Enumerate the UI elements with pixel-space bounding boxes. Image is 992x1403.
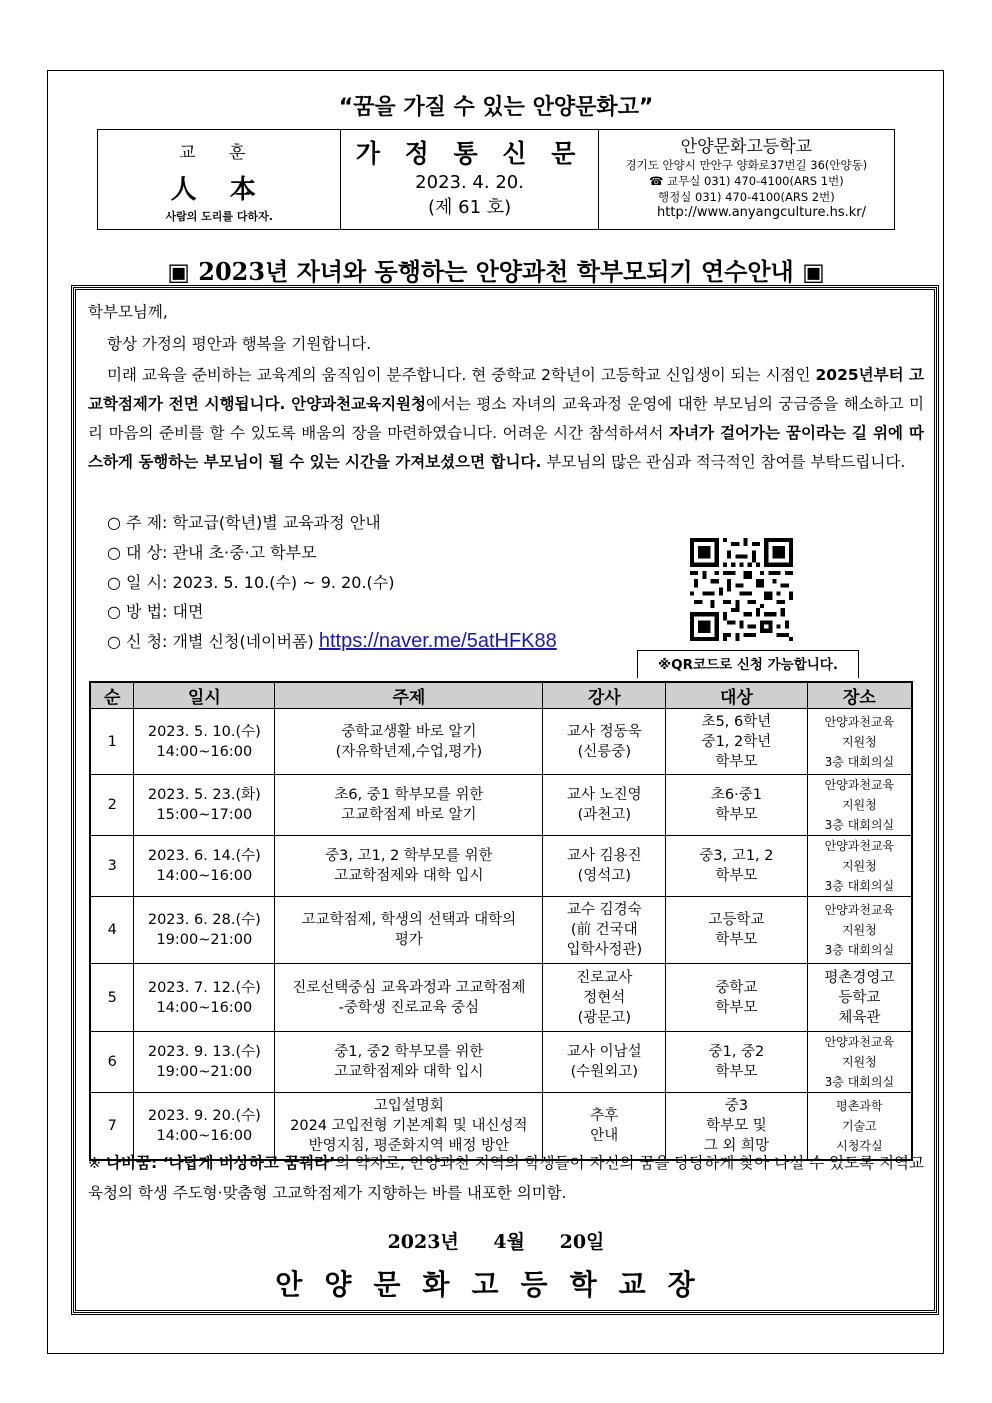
- cell-topic-line: 중학교생활 바로 알기: [341, 723, 477, 740]
- info-value: 개별 신청(네이버폼): [172, 632, 314, 651]
- cell-date-line: 19:00~21:00: [156, 1064, 253, 1080]
- cell-venue: [807, 1032, 912, 1093]
- cell-no-line: 4: [107, 922, 117, 938]
- cell-target-line: 중3, 고1, 2: [699, 848, 774, 864]
- cell-date-line: 14:00~16:00: [156, 743, 253, 760]
- cell-target-line: 학부모: [715, 868, 758, 884]
- cell-no-line: 3: [107, 858, 117, 874]
- cell-date-line: 19:00~21:00: [156, 932, 253, 948]
- info-target: [107, 540, 317, 563]
- cell-venue-line: 안양과천교육: [824, 778, 895, 792]
- cell-date-line: 14:00~16:00: [156, 1127, 253, 1144]
- kyohun-label: 교 훈: [179, 143, 260, 163]
- cell-lecturer-line: (前 건국대: [570, 922, 638, 938]
- cell-lecturer: [543, 836, 666, 897]
- cell-target-line: 중1, 2학년: [701, 733, 772, 750]
- cell-topic-line: 고교학점제, 학생의 선택과 대학의: [301, 912, 517, 928]
- cell-topic: [275, 775, 543, 836]
- info-value: 학교급(학년)별 교육과정 안내: [172, 513, 381, 532]
- school-url[interactable]: http://www.anyangculture.hs.kr/: [657, 205, 866, 220]
- cell-venue-line: 3층 대회의실: [824, 818, 895, 832]
- cell-date-line: 2023. 6. 14.(수): [147, 848, 261, 864]
- cell-venue-line: 지원청: [841, 859, 877, 873]
- cell-topic: [275, 1032, 543, 1093]
- cell-venue: [807, 836, 912, 897]
- cell-lecturer-line: (신릉중): [577, 743, 631, 760]
- cell-date-line: 2023. 7. 12.(수): [147, 979, 261, 996]
- cell-venue-line: 3층 대회의실: [824, 1075, 895, 1089]
- cell-venue-line: 지원청: [841, 923, 877, 937]
- cell-lecturer-line: 안내: [590, 1127, 619, 1144]
- header-topic: 주제: [275, 682, 543, 709]
- footnote-prefix: ※: [88, 1154, 107, 1172]
- cell-lecturer-line: 교사 김용진: [566, 848, 642, 864]
- cell-venue-line: 시청각실: [836, 1138, 883, 1153]
- cell-venue-line: 평촌경영고: [824, 969, 895, 986]
- body-bold-2: 자녀가 걸어가는 꿈이라는 길 위에 따스하게 동행하는 부모님이 될 수 있는 시간을 가져보셨으면 합니다.: [88, 424, 925, 471]
- cell-venue: [807, 964, 912, 1032]
- cell-lecturer-line: (수원외고): [570, 1064, 638, 1080]
- header-lecturer: 강사: [543, 682, 666, 709]
- signature-name: 안양문화고등학교장: [275, 1268, 717, 1301]
- body-text-2: 에서는 평소 자녀의 교육과정 운영에 대한 부모님의 궁금증을 해소하고 미리 마음의 준비를 할 수 있도록 배움의 장을 마련하였습니다. 어려운 시간 참석하셔서: [88, 395, 924, 442]
- cell-target-line: 중학교: [715, 979, 758, 996]
- table-row: [90, 836, 912, 897]
- cell-lecturer: [543, 897, 666, 964]
- cell-lecturer-line: (영석고): [577, 868, 631, 884]
- cell-date: [134, 836, 275, 897]
- cell-target-line: 학부모: [715, 932, 758, 948]
- cell-date-line: 2023. 9. 20.(수): [147, 1107, 261, 1124]
- cell-lecturer-line: (광문고): [577, 1009, 631, 1026]
- cell-lecturer-line: 교사 정동욱: [566, 723, 642, 740]
- cell-no-line: 7: [107, 1117, 117, 1134]
- cell-target: [666, 1032, 808, 1093]
- table-row: [90, 897, 912, 964]
- footnote-text: 의 약자로, 안양과천 지역의 학생들이 자신의 꿈을 당당하게 찾아 나설 수 있도록 지역교육청의 학생 주도형·맞춤형 고교학점제가 지향하는 바를 내포한 의미함.: [88, 1154, 924, 1202]
- footnote-bold: 나비꿈: ‘나답게 비상하고 꿈꿔라’: [106, 1154, 336, 1172]
- cell-topic-line: 중3, 고1, 2 학부모를 위한: [325, 848, 493, 864]
- body-text-3: 부모님의 많은 관심과 적극적인 참여를 부탁드립니다.: [541, 453, 906, 471]
- cell-no: [90, 897, 134, 964]
- cell-target-line: 학부모: [715, 1064, 758, 1080]
- cell-venue: [807, 775, 912, 836]
- cell-lecturer-line: 추후: [590, 1107, 619, 1124]
- cell-date-line: 15:00~17:00: [156, 807, 253, 823]
- cell-target-line: 초5, 6학년: [701, 713, 772, 730]
- cell-lecturer-line: 입학사정관): [566, 942, 643, 958]
- cell-date-line: 14:00~16:00: [156, 868, 253, 884]
- newsletter-date: 2023. 4. 20.: [415, 172, 524, 193]
- cell-topic-line: 2024 고입전형 기본계획 및 내신성적: [290, 1117, 528, 1134]
- cell-target-line: 학부모: [715, 753, 758, 770]
- main-title: ▣ 2023년 자녀와 동행하는 안양과천 학부모되기 연수안내 ▣: [167, 257, 825, 286]
- cell-topic-line: 반영지침, 평준화지역 배정 방안: [308, 1137, 510, 1154]
- cell-no-line: 2: [107, 797, 117, 813]
- cell-target-line: 중3: [724, 1097, 749, 1114]
- cell-no: [90, 775, 134, 836]
- cell-lecturer-line: 진로교사: [576, 969, 633, 986]
- cell-date: [134, 709, 275, 775]
- qr-note: ※QR코드로 신청 가능합니다.: [637, 650, 859, 678]
- cell-venue-line: 지원청: [841, 734, 877, 749]
- cell-topic: [275, 836, 543, 897]
- cell-topic-line: 고교학점제 바로 알기: [341, 807, 477, 823]
- school-name: 안양문화고등학교: [680, 137, 813, 157]
- info-label: ○ 신 청:: [107, 632, 168, 651]
- info-label: ○ 방 법:: [107, 602, 168, 621]
- cell-no: [90, 836, 134, 897]
- cell-date-line: 2023. 9. 13.(수): [147, 1044, 261, 1060]
- cell-date-line: 2023. 5. 23.(화): [147, 787, 261, 803]
- cell-venue-line: 지원청: [841, 798, 877, 812]
- cell-target: [666, 964, 808, 1032]
- cell-target: [666, 709, 808, 775]
- school-address: 경기도 안양시 만안구 양화로37번길 36(안양동): [625, 158, 868, 172]
- cell-topic: [275, 897, 543, 964]
- cell-topic-line: 고교학점제와 대학 입시: [334, 1064, 484, 1080]
- table-row: [90, 964, 912, 1032]
- apply-link[interactable]: https://naver.me/5atHFK88: [318, 630, 557, 652]
- body-text-1: 미래 교육을 준비하는 교육계의 움직임이 분주합니다. 현 중학교 2학년이 고등학교 신입생이 되는 시점인: [107, 366, 816, 384]
- cell-lecturer-line: 교사 이남설: [566, 1044, 642, 1060]
- cell-lecturer-line: 교수 김경숙: [566, 902, 642, 918]
- body-bold-1: 2025년부터 고교학점제가 전면 시행됩니다. 안양과천교육지원청: [88, 366, 924, 413]
- cell-venue-line: 지원청: [841, 1055, 877, 1069]
- cell-target: [666, 897, 808, 964]
- cell-target-line: 학부모 및: [706, 1117, 767, 1134]
- cell-target-line: 고등학교: [708, 912, 765, 928]
- kyohun-sub: 사람의 도리를 다하자.: [165, 210, 273, 223]
- cell-venue-line: 안양과천교육: [824, 714, 895, 729]
- cell-venue-line: 평촌과학: [836, 1098, 883, 1113]
- cell-date-line: 2023. 5. 10.(수): [147, 723, 261, 740]
- signature-date: 2023년 4월 20일: [387, 1231, 605, 1253]
- info-apply: [107, 629, 557, 653]
- cell-topic-line: 고교학점제와 대학 입시: [334, 868, 484, 884]
- cell-no-line: 1: [107, 733, 117, 750]
- info-topic: [107, 510, 381, 533]
- intro-paragraph: 항상 가정의 평안과 행복을 기원합니다.: [107, 335, 372, 353]
- cell-venue-line: 체육관: [838, 1009, 881, 1026]
- cell-no: [90, 709, 134, 775]
- cell-venue-line: 등학교: [838, 989, 881, 1006]
- info-method: [107, 599, 203, 622]
- newsletter-number: (제 61 호): [427, 197, 512, 218]
- cell-topic: [275, 964, 543, 1032]
- cell-date: [134, 775, 275, 836]
- cell-topic-line: (자유학년제,수업,평가): [335, 743, 483, 760]
- school-phone-1: ☎ 교무실 031) 470-4100(ARS 1번): [649, 174, 844, 188]
- cell-target: [666, 836, 808, 897]
- cell-target-line: 그 외 희망: [703, 1137, 770, 1154]
- greeting: 학부모님께,: [88, 303, 168, 321]
- cell-venue-line: 3층 대회의실: [824, 754, 895, 769]
- school-info-cell: [599, 130, 894, 229]
- table-header-row: [90, 682, 912, 709]
- cell-venue-line: 3층 대회의실: [824, 943, 895, 957]
- body-paragraph: [88, 361, 924, 477]
- cell-date: [134, 964, 275, 1032]
- cell-topic-line: 진로선택중심 교육과정과 고교학점제: [292, 979, 526, 996]
- table-row: [90, 775, 912, 836]
- info-schedule: [107, 570, 394, 593]
- qr-code-icon[interactable]: [690, 538, 793, 641]
- cell-topic: [275, 709, 543, 775]
- cell-no: [90, 964, 134, 1032]
- cell-topic-line: 고입설명회: [373, 1097, 444, 1114]
- cell-topic-line: 평가: [394, 932, 423, 948]
- info-value: 관내 초·중·고 학부모: [172, 543, 317, 562]
- cell-lecturer: [543, 1032, 666, 1093]
- cell-venue: [807, 897, 912, 964]
- cell-date: [134, 897, 275, 964]
- info-label: ○ 주 제:: [107, 513, 168, 532]
- cell-target: [666, 775, 808, 836]
- cell-target-line: 중1, 중2: [708, 1044, 765, 1060]
- cell-lecturer: [543, 964, 666, 1032]
- cell-venue-line: 3층 대회의실: [824, 879, 895, 893]
- cell-lecturer-line: 교사 노진영: [566, 787, 642, 803]
- info-label: ○ 일 시:: [107, 573, 168, 592]
- header-venue: 장소: [807, 682, 912, 709]
- cell-topic-line: 초6, 중1 학부모를 위한: [334, 787, 484, 803]
- info-label: ○ 대 상:: [107, 543, 168, 562]
- info-value: 2023. 5. 10.(수) ~ 9. 20.(수): [172, 573, 395, 592]
- info-value: 대면: [172, 602, 204, 621]
- kyohun-main: 人 本: [170, 175, 268, 205]
- cell-target-line: 학부모: [715, 999, 758, 1016]
- school-motto: “꿈을 가질 수 있는 안양문화고”: [338, 95, 654, 120]
- cell-no-line: 6: [107, 1054, 117, 1070]
- cell-target-line: 초6·중1: [710, 787, 762, 803]
- cell-target-line: 학부모: [715, 807, 758, 823]
- cell-no: [90, 1032, 134, 1093]
- table-row: [90, 1032, 912, 1093]
- footnote: [88, 1148, 924, 1208]
- cell-venue-line: 안양과천교육: [824, 903, 895, 917]
- letter-header: [97, 129, 895, 230]
- cell-lecturer: [543, 775, 666, 836]
- newsletter-title: 가 정 통 신 문: [355, 139, 584, 168]
- cell-no-line: 5: [107, 989, 117, 1006]
- cell-date-line: 2023. 6. 28.(수): [147, 912, 261, 928]
- schedule-table: [89, 681, 913, 1161]
- cell-venue-line: 기술고: [841, 1118, 877, 1133]
- header-no: 순: [90, 682, 134, 709]
- newsletter-cell: [341, 130, 598, 229]
- header-target: 대상: [666, 682, 808, 709]
- cell-lecturer-line: 정현석: [583, 989, 626, 1006]
- cell-date-line: 14:00~16:00: [156, 999, 253, 1016]
- cell-venue-line: 안양과천교육: [824, 1035, 895, 1049]
- cell-venue: [807, 709, 912, 775]
- table-row: [90, 709, 912, 775]
- cell-lecturer-line: (과천고): [577, 807, 631, 823]
- cell-lecturer: [543, 709, 666, 775]
- header-date: 일시: [134, 682, 275, 709]
- cell-topic-line: -중학생 진로교육 중심: [338, 999, 480, 1016]
- cell-venue-line: 안양과천교육: [824, 839, 895, 853]
- school-phone-2: 행정실 031) 470-4100(ARS 2번): [658, 190, 835, 204]
- cell-topic-line: 중1, 중2 학부모를 위한: [334, 1044, 484, 1060]
- kyohun-cell: [98, 130, 341, 229]
- cell-date: [134, 1032, 275, 1093]
